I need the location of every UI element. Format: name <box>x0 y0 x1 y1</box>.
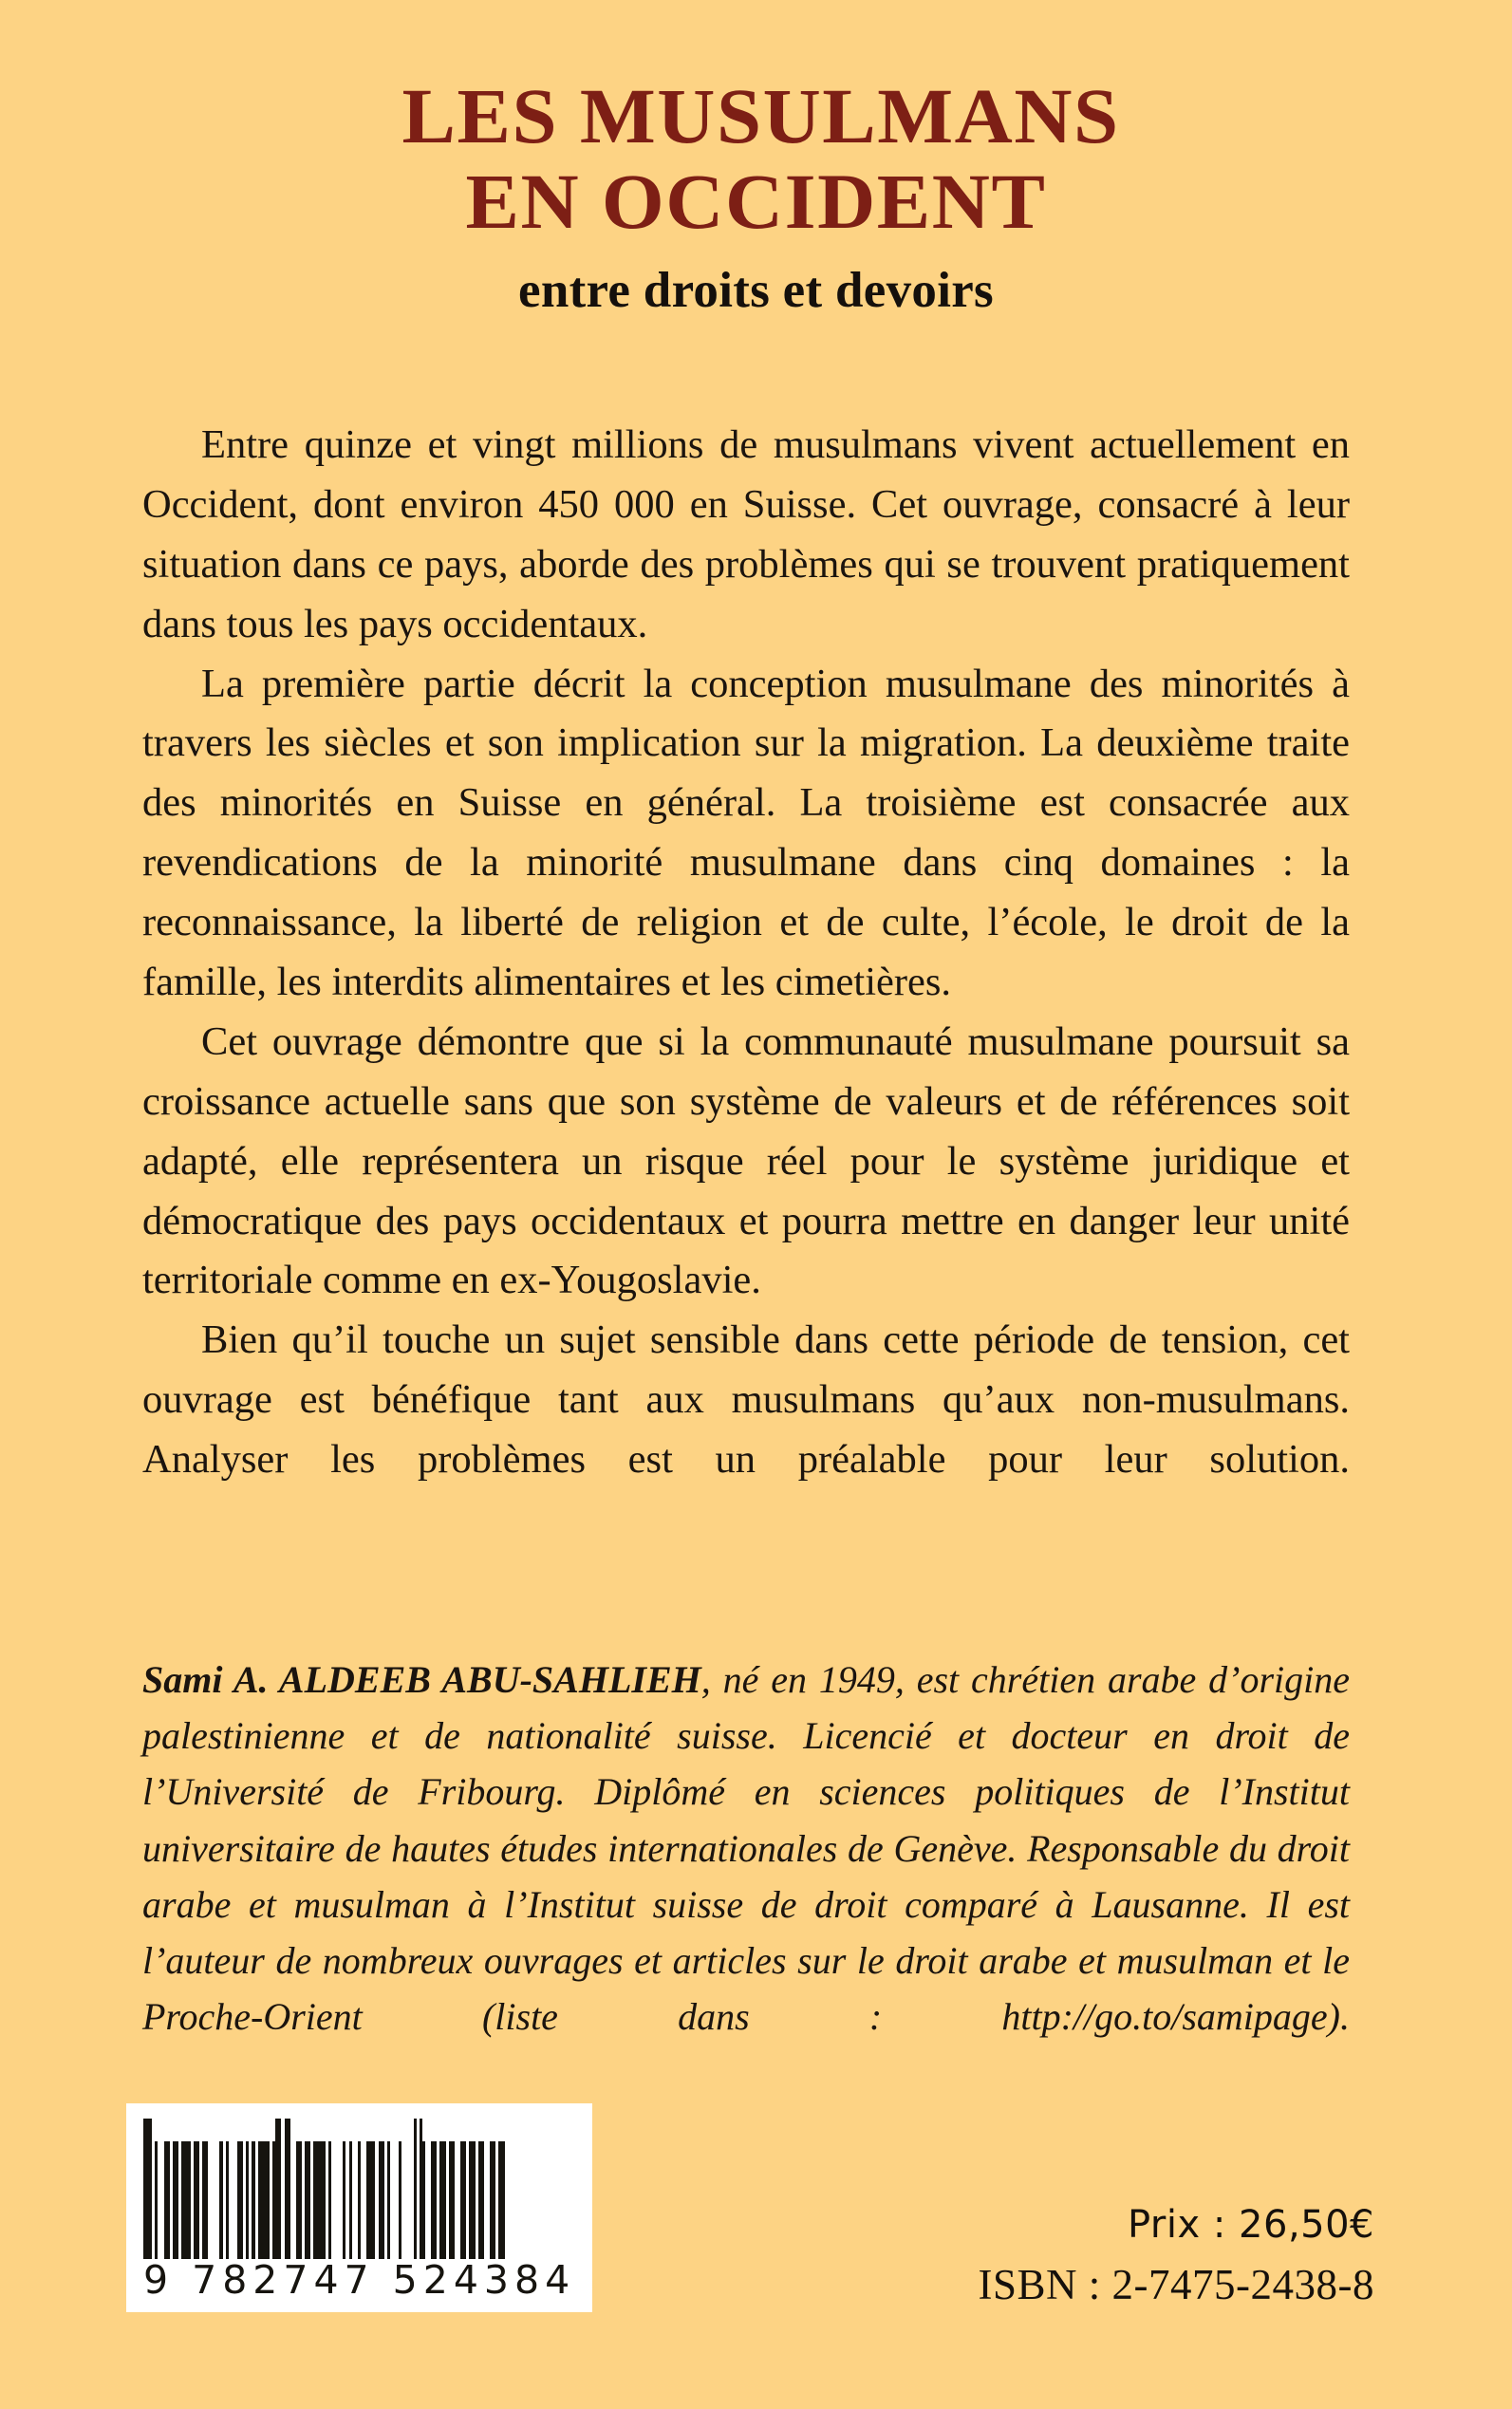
author-name: Sami A. ALDEEB ABU-SAHLIEH <box>142 1658 701 1701</box>
blurb-paragraph: Bien qu’il touche un sujet sensible dans cette période de tension, cet ouvrage est bénéfique tant aux musulmans qu’aux non-musulmans. Analyser les problèmes est un préalable pour leur solution. <box>142 1317 1350 1483</box>
barcode <box>126 2103 592 2312</box>
title-line-1: LES MUSULMANS <box>401 72 1120 159</box>
isbn-label: ISBN : 2-7475-2438-8 <box>978 2261 1374 2308</box>
barcode-digits: 9 782747 524384 <box>143 2257 576 2303</box>
blurb-text <box>142 416 1350 1550</box>
blurb-paragraph: Entre quinze et vingt millions de musulmans vivent actuellement en Occident, dont environ 450 000 en Suisse. Cet ouvrage, consacré à leur situation dans ce pays, aborde des problèmes qui se trouvent pratiquement dans tous les pays occidentaux. <box>142 422 1350 646</box>
title-line-2: EN OCCIDENT <box>465 157 1047 245</box>
barcode-bar <box>501 2141 504 2259</box>
author-bio-body: , né en 1949, est chrétien arabe d’origine palestinienne et de nationalité suisse. Licencié et docteur en droit de l’Université de Fribourg. Diplômé en sciences politiques de l’Institut universitaire de hautes études internationales de Genève. Responsable du droit arabe et musulman à l’Institut suisse de droit comparé à Lausanne. Il est l’auteur de nombreux ouvrages et articles sur le droit arabe et musulman et le Proche-Orient (liste dans : http://go.to/samipage). <box>142 1658 1351 2039</box>
author-bio-paragraph <box>142 1652 1350 2101</box>
barcode-bars <box>143 2119 575 2259</box>
title-block <box>0 74 1512 322</box>
blurb-paragraph: La première partie décrit la conception musulmane des minorités à travers les siècles et son implication sur la migration. La deuxième traite des minorités en Suisse en général. La troisième est consacrée aux revendications de la minorité musulmane dans cinq domaines : la reconnaissance, la liberté de religion et de culte, l’école, le droit de la famille, les interdits alimentaires et les cimetières. <box>142 661 1350 1005</box>
subtitle: entre droits et devoirs <box>518 263 994 319</box>
author-bio <box>142 1652 1350 2101</box>
price-label: Prix : 26,50€ <box>1127 2203 1374 2247</box>
blurb-paragraph: Cet ouvrage démontre que si la communauté musulmane poursuit sa croissance actuelle sans que son système de valeurs et de références soit adapté, elle représentera un risque réel pour le système juridique et démocratique des pays occidentaux et pourra mettre en danger leur unité territoriale comme en ex-Yougoslavie. <box>142 1018 1350 1303</box>
